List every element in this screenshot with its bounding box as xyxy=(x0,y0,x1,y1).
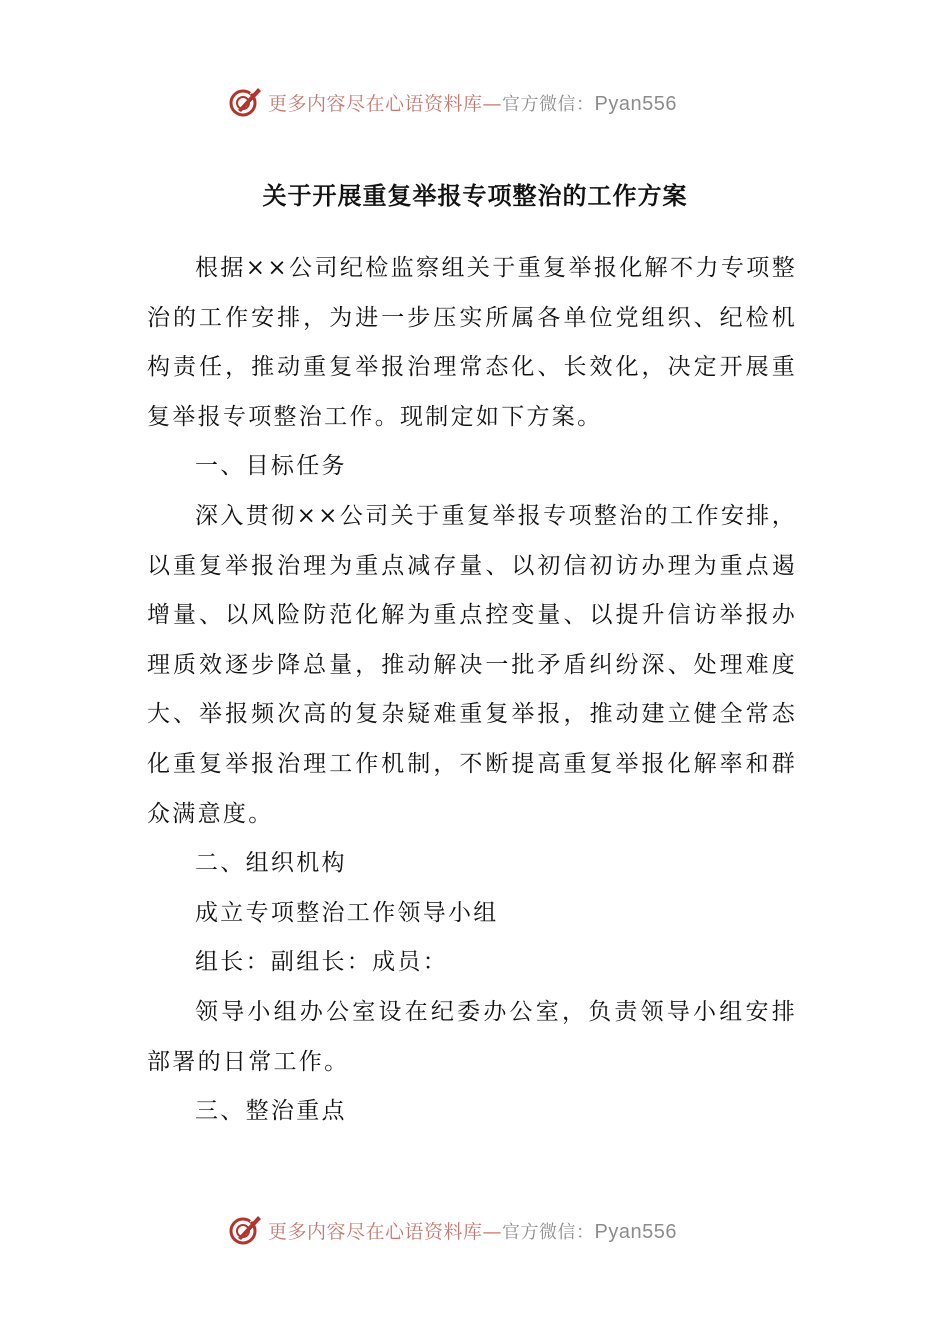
quill-pen-logo-icon xyxy=(228,84,264,120)
watermark-wechat-id: Pyan556 xyxy=(594,92,677,115)
section-heading-focus: 三、整治重点 xyxy=(195,1098,347,1125)
section-heading-goals: 一、目标任务 xyxy=(195,453,347,480)
watermark-wechat-label: 官方微信： xyxy=(502,93,595,115)
watermark-wechat-label: 官方微信： xyxy=(502,1221,595,1243)
watermark-brand: 更多内容尽在心语资料库 xyxy=(268,92,483,115)
watermark-separator: — xyxy=(482,1220,503,1243)
paragraph-group-members: 组长：副组长：成员： xyxy=(195,949,448,976)
paragraph-leading-group: 成立专项整治工作领导小组 xyxy=(195,899,499,926)
quill-pen-logo-icon xyxy=(228,1212,264,1248)
watermark-text xyxy=(268,1217,677,1244)
footer-watermark xyxy=(228,1210,677,1250)
paragraph-office: 领导小组办公室设在纪委办公室，负责领导小组安排部署的日常工作。 xyxy=(147,998,797,1075)
header-watermark xyxy=(228,82,677,122)
section-heading-organization: 二、组织机构 xyxy=(195,850,347,877)
document-body xyxy=(147,244,797,1137)
document-title: 关于开展重复举报专项整治的工作方案 xyxy=(262,182,688,210)
paragraph-goals: 深入贯彻××公司关于重复举报专项整治的工作安排，以重复举报治理为重点减存量、以初信初访办理为重点遏增量、以风险防范化解为重点控变量、以提升信访举报办理质效逐步降总量，推动解决一批矛盾纠纷深、处理难度大、举报频次高的复杂疑难重复举报，推动建立健全常态化重复举报治理工作机制，不断提高重复举报化解率和群众满意度。 xyxy=(147,502,797,827)
watermark-wechat-id: Pyan556 xyxy=(594,1220,677,1243)
watermark-text xyxy=(268,89,677,116)
watermark-separator: — xyxy=(482,92,503,115)
paragraph-intro: 根据××公司纪检监察组关于重复举报化解不力专项整治的工作安排，为进一步压实所属各单位党组织、纪检机构责任，推动重复举报治理常态化、长效化，决定开展重复举报专项整治工作。现制定如下方案。 xyxy=(147,255,797,430)
watermark-brand: 更多内容尽在心语资料库 xyxy=(268,1220,483,1243)
